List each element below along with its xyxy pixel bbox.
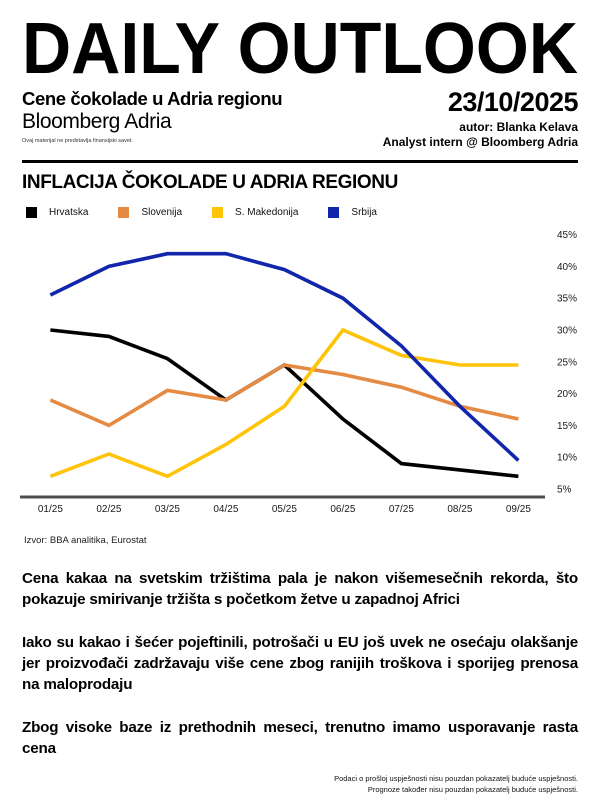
masthead-divider	[22, 160, 578, 163]
newsletter-subtitle: Cene čokolade u Adria regionu	[22, 88, 282, 109]
legend-swatch-icon	[118, 207, 129, 218]
masthead-title-canvas	[0, 16, 600, 78]
legal-disclaimer: Ovaj materijal ne predstavlja finansijski savet.	[22, 138, 282, 144]
newsletter-title: DAILY OUTLOOK	[22, 9, 578, 89]
legend-swatch-icon	[328, 207, 339, 218]
y-tick-label: 15%	[557, 421, 577, 432]
performance-disclaimer	[22, 774, 578, 795]
x-tick-label: 05/25	[272, 504, 297, 515]
brand-name: Bloomberg Adria	[22, 109, 282, 134]
disclaimer-line-2: Prognoze također nisu pouzdan pokazatelj buduće uspješnosti.	[22, 785, 578, 795]
y-tick-label: 25%	[557, 357, 577, 368]
x-tick-label: 07/25	[389, 504, 414, 515]
disclaimer-line-1: Podaci o prošloj uspješnosti nisu pouzdan pokazatelj buduće uspješnosti.	[22, 774, 578, 785]
commentary-paragraph: Zbog visoke baze iz prethodnih meseci, trenutno imamo usporavanje rasta cena	[22, 717, 578, 759]
x-tick-label: 09/25	[506, 504, 531, 515]
x-tick-label: 02/25	[96, 504, 121, 515]
y-tick-label: 40%	[557, 262, 577, 273]
commentary-paragraph: Iako su kakao i šećer pojeftinili, potrošači u EU još uvek ne osećaju olakšanje jer proizvođači zadržavaju više cene zbog ranijih troškova i sporijeg prenosa na maloprodaju	[22, 632, 578, 695]
author-role: Analyst intern @ Bloomberg Adria	[383, 135, 578, 150]
legend-swatch-icon	[212, 207, 223, 218]
y-tick-label: 30%	[557, 326, 577, 337]
legend-label: Slovenija	[141, 207, 182, 218]
masthead	[0, 16, 600, 163]
x-tick-label: 03/25	[155, 504, 180, 515]
x-tick-label: 06/25	[330, 504, 355, 515]
y-tick-label: 20%	[557, 389, 577, 400]
legend-label: S. Makedonija	[235, 207, 298, 218]
chart-legend	[26, 207, 578, 218]
y-tick-label: 35%	[557, 294, 577, 305]
chart-section	[0, 172, 600, 546]
x-tick-label: 08/25	[447, 504, 472, 515]
legend-label: Srbija	[351, 207, 377, 218]
issue-date: 23/10/2025	[383, 88, 578, 117]
legend-item	[118, 207, 182, 218]
legend-item	[328, 207, 377, 218]
y-tick-label: 45%	[557, 230, 577, 241]
masthead-left	[22, 88, 282, 144]
chart-title: INFLACIJA ČOKOLADE U ADRIA REGIONU	[22, 172, 578, 194]
inflation-chart	[0, 220, 600, 520]
y-tick-label: 5%	[557, 485, 572, 496]
x-tick-label: 04/25	[213, 504, 238, 515]
author-name: autor: Blanka Kelava	[383, 120, 578, 135]
legend-swatch-icon	[26, 207, 37, 218]
x-tick-label: 01/25	[38, 504, 63, 515]
legend-label: Hrvatska	[49, 207, 88, 218]
series-line-srbija	[50, 254, 518, 461]
masthead-sub-row	[22, 88, 578, 149]
legend-item	[26, 207, 88, 218]
legend-item	[212, 207, 298, 218]
masthead-right	[383, 88, 578, 149]
commentary	[22, 568, 578, 759]
y-tick-label: 10%	[557, 453, 577, 464]
commentary-paragraph: Cena kakaa na svetskim tržištima pala je nakon višemesečnih rekorda, što pokazuje smirivanje tržišta s početkom žetve u zapadnoj Africi	[22, 568, 578, 610]
source-attribution: Izvor: BBA analitika, Eurostat	[24, 535, 578, 546]
